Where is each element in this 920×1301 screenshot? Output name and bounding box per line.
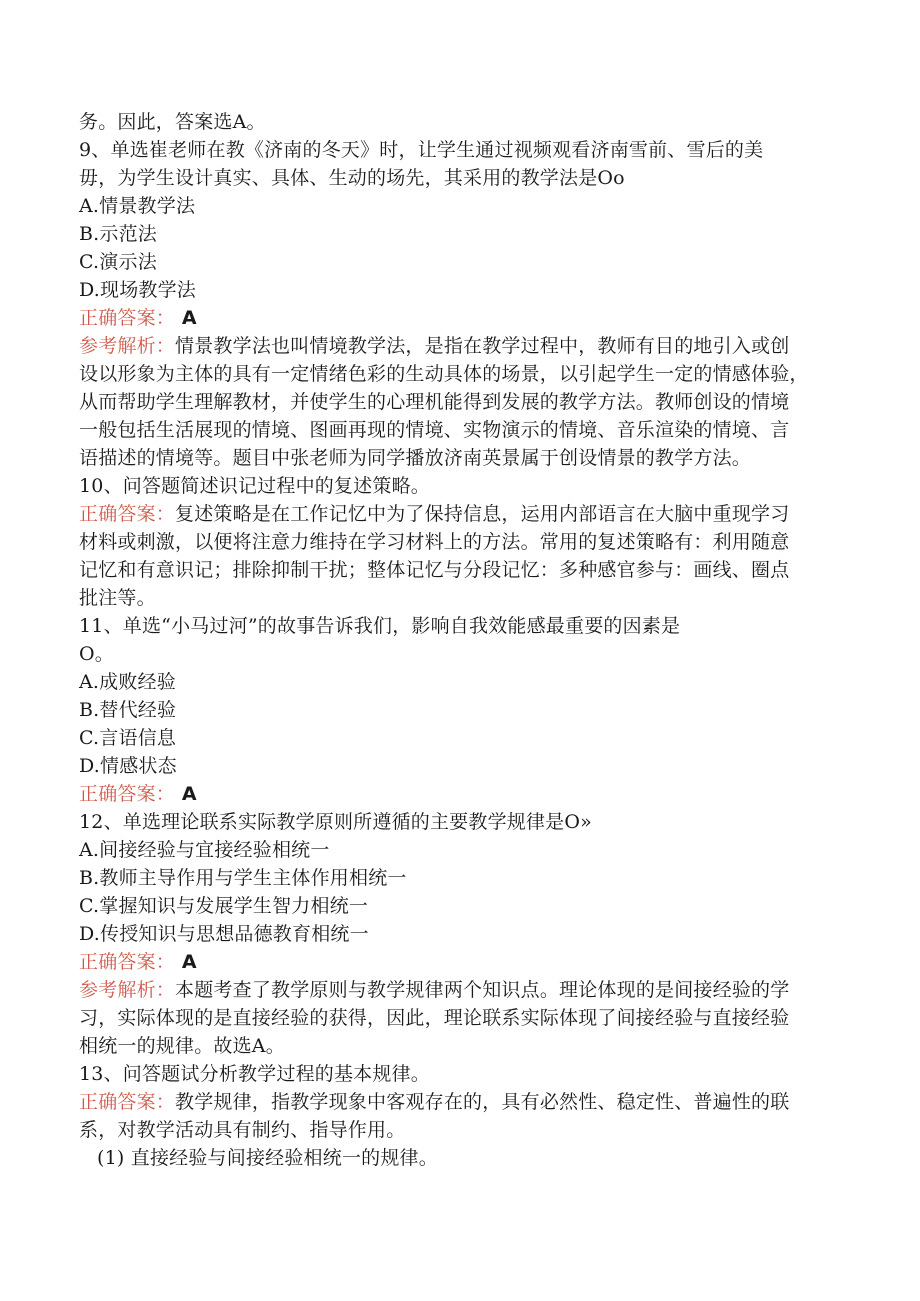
answer-value: A <box>175 951 197 973</box>
text-line <box>79 752 839 780</box>
text-line <box>79 528 839 556</box>
answer-value: A <box>175 783 197 805</box>
answer-label: 正确答案： <box>79 1091 176 1113</box>
line-text: 10、问答题简述识记过程中的复述策略。 <box>79 475 430 497</box>
line-text: C.言语信息 <box>79 727 177 749</box>
text-line <box>79 1116 839 1144</box>
text-line <box>79 360 839 388</box>
answer-label: 参考解析： <box>79 979 176 1001</box>
text-line <box>79 864 839 892</box>
line-text: 设以形象为主体的具有一定情绪色彩的生动具体的场景，以引起学生一定的情感体验， <box>79 363 809 385</box>
text-line <box>79 164 839 192</box>
text-line <box>79 444 839 472</box>
line-text: O。 <box>79 643 114 665</box>
line-text: D.传授知识与思想品德教育相统一 <box>79 923 369 945</box>
answer-line <box>79 780 839 808</box>
text-line <box>79 696 839 724</box>
text-line <box>79 1032 839 1060</box>
line-text: B.教师主导作用与学生主体作用相统一 <box>79 867 407 889</box>
text-line <box>79 892 839 920</box>
analysis-line <box>79 976 839 1004</box>
answer-line <box>79 948 839 976</box>
text-line <box>79 584 839 612</box>
line-text: C.掌握知识与发展学生智力相统一 <box>79 895 369 917</box>
line-text: 13、问答题试分析教学过程的基本规律。 <box>79 1063 430 1085</box>
line-text: B.替代经验 <box>79 699 177 721</box>
line-text: A.间接经验与宜接经验相统一 <box>79 839 330 861</box>
line-text: 材料或刺激，以便将注意力维持在学习材料上的方法。常用的复述策略有：利用随意 <box>79 531 790 553</box>
line-text: (1) 直接经验与间接经验相统一的规律。 <box>97 1147 438 1169</box>
answer-label: 正确答案： <box>79 951 176 973</box>
line-text: 毋，为学生设计真实、具体、生动的场先，其采用的教学法是Oo <box>79 167 625 189</box>
line-text: 记忆和有意识记；排除抑制干扰；整体记忆与分段记忆：多种感官参与：画线、圈点 <box>79 559 790 581</box>
answer-label: 正确答案： <box>79 503 176 525</box>
text-line <box>79 276 839 304</box>
line-text: B.示范法 <box>79 223 158 245</box>
line-text: 9、单选崔老师在教《济南的冬天》时，让学生通过视频观看济南雪前、雪后的美 <box>79 139 764 161</box>
line-text: 11、单选“小马过河”的故事告诉我们，影响自我效能感最重要的因素是 <box>79 615 681 637</box>
line-text: 相统一的规律。故选A。 <box>79 1035 285 1057</box>
line-text: 批注等。 <box>79 587 156 609</box>
document-page <box>79 108 839 1172</box>
text-line <box>79 136 839 164</box>
line-text: A.情景教学法 <box>79 195 196 217</box>
text-line <box>79 416 839 444</box>
text-line <box>79 108 839 136</box>
text-line <box>79 1144 839 1172</box>
text-line <box>79 220 839 248</box>
line-text: D.情感状态 <box>79 755 177 777</box>
analysis-line <box>79 500 839 528</box>
line-text: 系，对教学活动具有制约、指导作用。 <box>79 1119 406 1141</box>
text-line <box>79 808 839 836</box>
line-text: 12、单选理论联系实际教学原则所遵循的主要教学规律是O» <box>79 811 592 833</box>
text-line <box>79 388 839 416</box>
line-text: 务。因此，答案选A。 <box>79 111 266 133</box>
analysis-line <box>79 332 839 360</box>
answer-value: 教学规律，指教学现象中客观存在的，具有必然性、稳定性、普遍性的联 <box>175 1091 790 1113</box>
text-line <box>79 724 839 752</box>
answer-label: 正确答案： <box>79 783 176 805</box>
answer-line <box>79 304 839 332</box>
text-line <box>79 668 839 696</box>
line-text: A.成败经验 <box>79 671 176 693</box>
line-text: 一般包括生活展现的情境、图画再现的情境、实物演示的情境、音乐渲染的情境、言 <box>79 419 790 441</box>
analysis-line <box>79 1088 839 1116</box>
text-line <box>79 248 839 276</box>
line-text: D.现场教学法 <box>79 279 196 301</box>
text-line <box>79 192 839 220</box>
line-text: 语描述的情境等。题目中张老师为同学播放济南英景属于创设情景的教学方法。 <box>79 447 752 469</box>
text-line <box>79 472 839 500</box>
answer-label: 参考解析： <box>79 335 176 357</box>
answer-value: 复述策略是在工作记忆中为了保持信息，运用内部语言在大脑中重现学习 <box>175 503 790 525</box>
line-text: C.演示法 <box>79 251 157 273</box>
text-line <box>79 612 839 640</box>
answer-value: 本题考查了教学原则与教学规律两个知识点。理论体现的是间接经验的学 <box>175 979 790 1001</box>
text-line <box>79 1060 839 1088</box>
text-line <box>79 836 839 864</box>
line-text: 习，实际体现的是直接经验的获得，因此，理论联系实际体现了间接经验与直接经验 <box>79 1007 790 1029</box>
answer-value: 情景教学法也叫情境教学法，是指在教学过程中，教师有目的地引入或创 <box>175 335 790 357</box>
line-text: 从而帮助学生理解教材，并使学生的心理机能得到发展的教学方法。教师创设的情境 <box>79 391 790 413</box>
answer-value: A <box>175 307 197 329</box>
text-line <box>79 640 839 668</box>
text-line <box>79 1004 839 1032</box>
answer-label: 正确答案： <box>79 307 176 329</box>
text-line <box>79 556 839 584</box>
text-line <box>79 920 839 948</box>
